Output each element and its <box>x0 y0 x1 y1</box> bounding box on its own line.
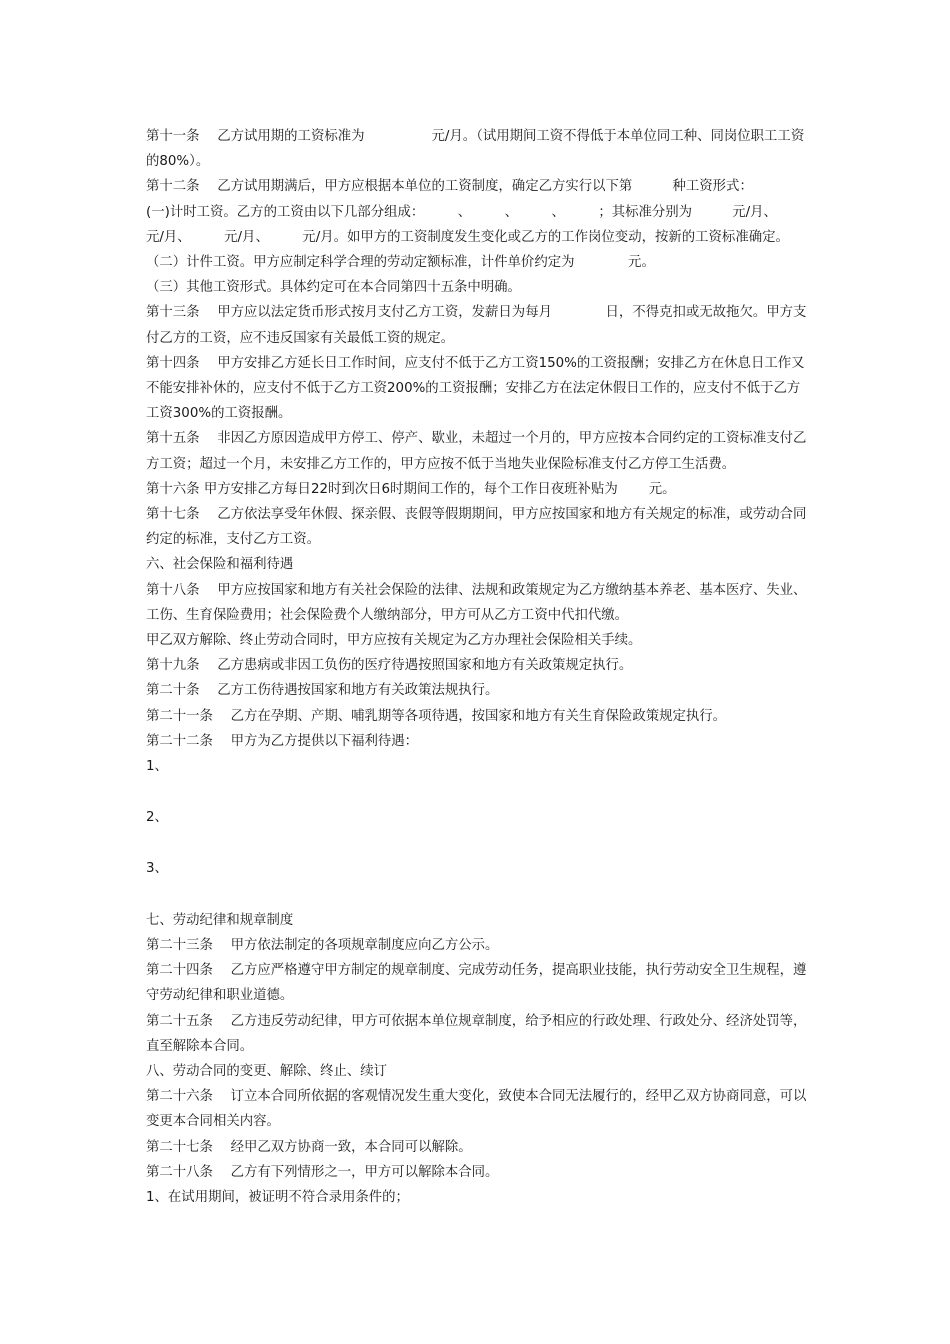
section-8-heading: 八、劳动合同的变更、解除、终止、续订 <box>146 1063 388 1079</box>
welfare-item-1: 1、 <box>146 759 168 775</box>
article-18-paragraph: 甲乙双方解除、终止劳动合同时，甲方应按有关规定为乙方办理社会保险相关手续。 <box>146 633 642 649</box>
article-26: 第二十六条 订立本合同所依据的客观情况发生重大变化，致使本合同无法履行的，经甲乙双方协商同意，可以变更本合同相关内容。 <box>146 1089 807 1130</box>
article-15: 第十五条 非因乙方原因造成甲方停工、停产、歇业，未超过一个月的，甲方应按本合同约定的工资标准支付乙方工资；超过一个月，未安排乙方工作的，甲方应按不低于当地失业保险标准支付乙方停工生活费。 <box>146 431 807 472</box>
article-12-item-3: （三）其他工资形式。具体约定可在本合同第四十五条中明确。 <box>146 280 521 296</box>
article-20: 第二十条 乙方工伤待遇按国家和地方有关政策法规执行。 <box>146 683 499 699</box>
article-13: 第十三条 甲方应以法定货币形式按月支付乙方工资，发薪日为每月 日，不得克扣或无故拖欠。甲方支付乙方的工资，应不违反国家有关最低工资的规定。 <box>146 305 807 346</box>
article-21: 第二十一条 乙方在孕期、产期、哺乳期等各项待遇，按国家和地方有关生育保险政策规定执行。 <box>146 708 727 724</box>
section-7-heading: 七、劳动纪律和规章制度 <box>146 912 294 928</box>
article-16: 第十六条 甲方安排乙方每日22时到次日6时期间工作的，每个工作日夜班补贴为 元。 <box>146 481 676 497</box>
article-12: 第十二条 乙方试用期满后，甲方应根据本单位的工资制度，确定乙方实行以下第 种工资形式： <box>146 179 753 195</box>
welfare-item-3: 3、 <box>146 861 168 877</box>
article-23: 第二十三条 甲方依法制定的各项规章制度应向乙方公示。 <box>146 937 499 953</box>
contract-body <box>146 124 811 1210</box>
article-18: 第十八条 甲方应按国家和地方有关社会保险的法律、法规和政策规定为乙方缴纳基本养老、基本医疗、失业、工伤、生育保险费用；社会保险费个人缴纳部分，甲方可从乙方工资中代扣代缴。 <box>146 582 807 623</box>
section-6-heading: 六、社会保险和福利待遇 <box>146 557 294 573</box>
article-17: 第十七条 乙方依法享受年休假、探亲假、丧假等假期期间，甲方应按国家和地方有关规定的标准，或劳动合同约定的标准，支付乙方工资。 <box>146 507 807 548</box>
article-28-item-1: 1、在试用期间，被证明不符合录用条件的； <box>146 1189 409 1205</box>
article-24: 第二十四条 乙方应严格遵守甲方制定的规章制度、完成劳动任务，提高职业技能，执行劳动安全卫生规程，遵守劳动纪律和职业道德。 <box>146 963 807 1004</box>
welfare-item-2: 2、 <box>146 810 168 826</box>
article-12-item-1: (一)计时工资。乙方的工资由以下几部分组成： 、 、 、 ；其标准分别为 元/月、 元/月、 元/月、 元/月。如甲方的工资制度发生变化或乙方的工作岗位变动，按新的工资标准确定。 <box>146 204 811 245</box>
article-19: 第十九条 乙方患病或非因工负伤的医疗待遇按照国家和地方有关政策规定执行。 <box>146 658 633 674</box>
article-25: 第二十五条 乙方违反劳动纪律，甲方可依据本单位规章制度，给予相应的行政处理、行政处分、经济处罚等，直至解除本合同。 <box>146 1013 807 1054</box>
article-11: 第十一条 乙方试用期的工资标准为 元/月。（试用期间工资不得低于本单位同工种、同岗位职工工资的80%）。 <box>146 129 805 170</box>
article-28: 第二十八条 乙方有下列情形之一，甲方可以解除本合同。 <box>146 1164 499 1180</box>
article-22: 第二十二条 甲方为乙方提供以下福利待遇： <box>146 733 419 749</box>
article-27: 第二十七条 经甲乙双方协商一致，本合同可以解除。 <box>146 1139 472 1155</box>
article-12-item-2: （二）计件工资。甲方应制定科学合理的劳动定额标准，计件单价约定为 元。 <box>146 255 655 271</box>
article-14: 第十四条 甲方安排乙方延长日工作时间，应支付不低于乙方工资150%的工资报酬；安排乙方在休息日工作又不能安排补休的，应支付不低于乙方工资200%的工资报酬；安排乙方在法定休假日工作的，应支付不低于乙方工资300%的工资报酬。 <box>146 355 805 422</box>
